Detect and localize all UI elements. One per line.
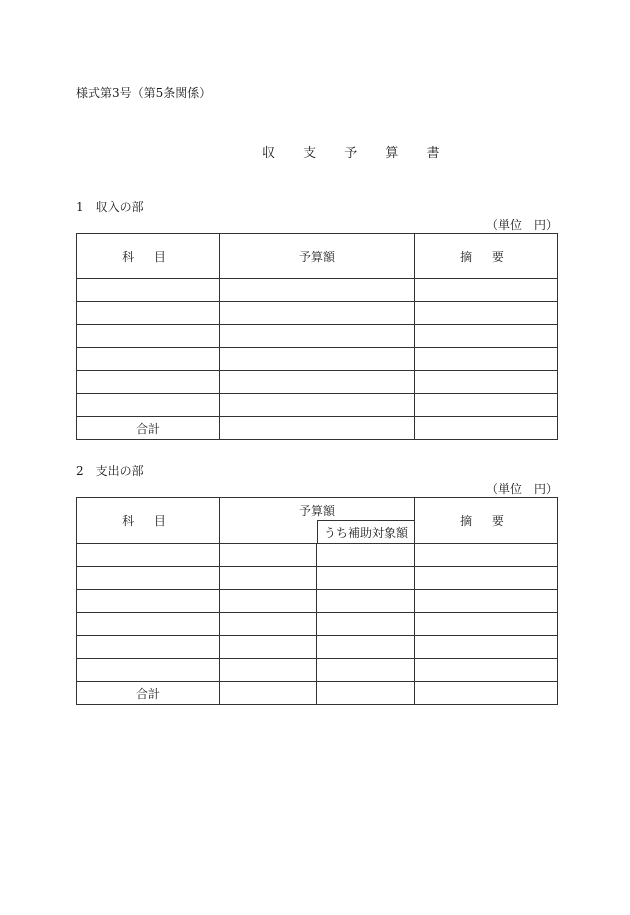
income-table [76,233,558,440]
income-subject-cell[interactable] [77,394,220,417]
expense-budget-cell[interactable] [220,659,317,682]
table-row [77,659,558,682]
income-col-subject: 科 目 [77,234,220,279]
expense-total-subsidy-cell[interactable] [317,682,415,705]
table-row [77,590,558,613]
expense-budget-cell[interactable] [220,636,317,659]
expense-total-label: 合計 [77,682,220,705]
table-row [77,371,558,394]
income-total-remarks-cell[interactable] [415,417,558,440]
income-budget-cell[interactable] [220,302,415,325]
expense-remarks-cell[interactable] [415,544,558,567]
table-row [77,613,558,636]
income-heading: 1 収入の部 [76,200,144,214]
income-budget-cell[interactable] [220,394,415,417]
table-row [77,348,558,371]
table-row [77,567,558,590]
expense-remarks-cell[interactable] [415,636,558,659]
expense-subsidy-cell[interactable] [317,659,415,682]
expense-table [76,497,558,705]
expense-budget-cell[interactable] [220,613,317,636]
expense-subject-cell[interactable] [77,613,220,636]
document-title: 収 支 予 算 書 [262,146,452,161]
expense-total-budget-cell[interactable] [220,682,317,705]
expense-subject-cell[interactable] [77,590,220,613]
income-total-row [77,417,558,440]
income-remarks-cell[interactable] [415,394,558,417]
income-remarks-cell[interactable] [415,302,558,325]
expense-remarks-cell[interactable] [415,590,558,613]
table-row [77,279,558,302]
expense-budget-cell[interactable] [220,544,317,567]
expense-subsidy-cell[interactable] [317,636,415,659]
expense-col-budget: 予算額 [298,504,335,518]
income-subject-cell[interactable] [77,371,220,394]
table-row [77,636,558,659]
expense-subject-cell[interactable] [77,567,220,590]
income-subject-cell[interactable] [77,302,220,325]
income-remarks-cell[interactable] [415,348,558,371]
table-row [77,302,558,325]
income-remarks-cell[interactable] [415,325,558,348]
expense-remarks-cell[interactable] [415,567,558,590]
expense-total-remarks-cell[interactable] [415,682,558,705]
expense-unit-label: （単位 円） [486,482,559,496]
income-subject-cell[interactable] [77,279,220,302]
income-budget-cell[interactable] [220,279,415,302]
table-row [77,325,558,348]
expense-subsidy-cell[interactable] [317,567,415,590]
expense-subsidy-cell[interactable] [317,590,415,613]
expense-header-row [77,498,558,544]
expense-col-budget-group [220,498,415,544]
income-remarks-cell[interactable] [415,371,558,394]
expense-budget-cell[interactable] [220,567,317,590]
income-col-remarks: 摘 要 [415,234,558,279]
expense-col-subject: 科 目 [77,498,220,544]
expense-subject-cell[interactable] [77,636,220,659]
expense-total-row [77,682,558,705]
income-header-row [77,234,558,279]
income-subject-cell[interactable] [77,348,220,371]
expense-subject-cell[interactable] [77,659,220,682]
income-subject-cell[interactable] [77,325,220,348]
income-unit-label: （単位 円） [486,218,559,232]
expense-budget-cell[interactable] [220,590,317,613]
form-number: 様式第3号（第5条関係） [76,86,212,100]
expense-remarks-cell[interactable] [415,613,558,636]
expense-heading: 2 支出の部 [76,464,144,478]
income-total-label: 合計 [77,417,220,440]
expense-remarks-cell[interactable] [415,659,558,682]
income-remarks-cell[interactable] [415,279,558,302]
table-row [77,394,558,417]
expense-col-remarks: 摘 要 [415,498,558,544]
income-budget-cell[interactable] [220,325,415,348]
table-row [77,544,558,567]
income-total-budget-cell[interactable] [220,417,415,440]
expense-subject-cell[interactable] [77,544,220,567]
income-budget-cell[interactable] [220,371,415,394]
income-budget-cell[interactable] [220,348,415,371]
expense-col-subsidy: うち補助対象額 [317,520,414,543]
expense-subsidy-cell[interactable] [317,613,415,636]
income-col-budget: 予算額 [220,234,415,279]
expense-subsidy-cell[interactable] [317,544,415,567]
